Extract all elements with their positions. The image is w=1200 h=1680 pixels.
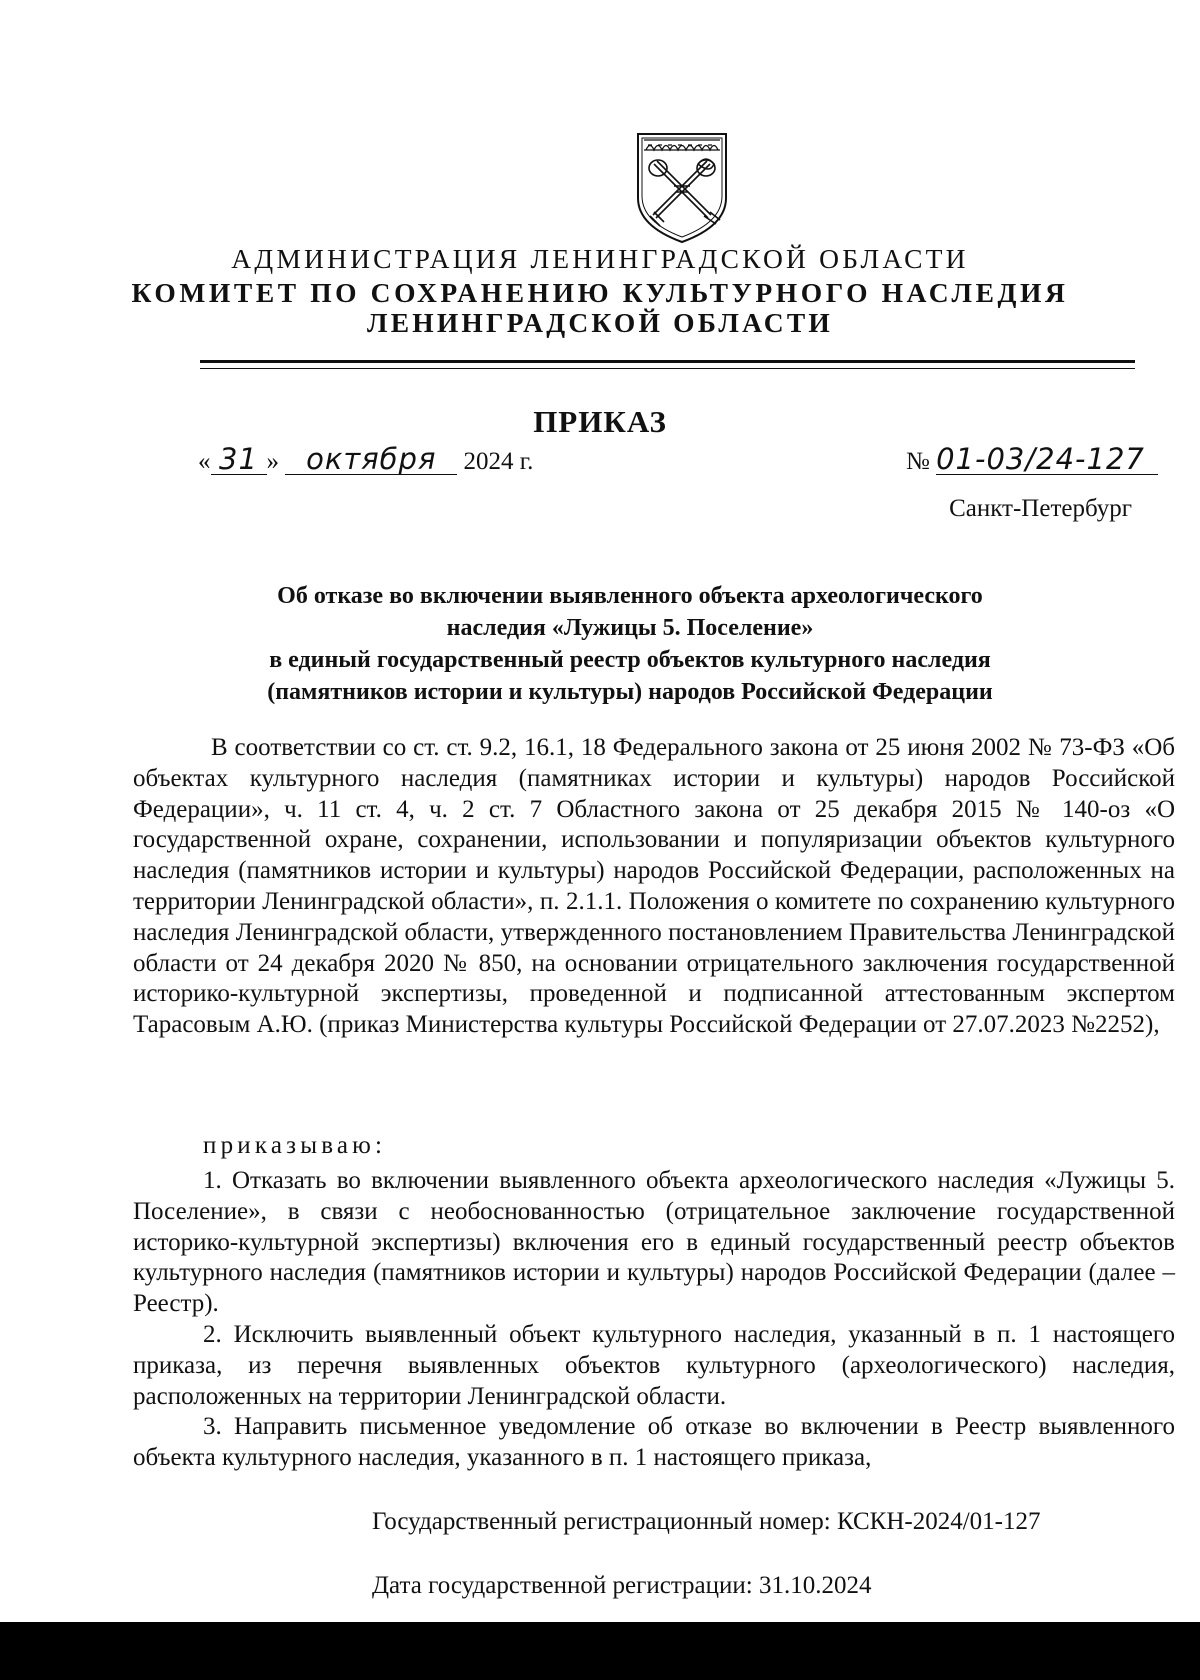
registration-date: Дата государственной регистрации: 31.10.2024 [372,1572,872,1599]
order-title [130,580,1130,708]
header-divider [200,360,1135,363]
order-item: 1. Отказать во включении выявленного объекта археологического наследия «Лужицы 5. Поселение», в связи с необоснованностью (отрицательное заключение государственной историко-культурной экспертизы) включения его в единый государственный реестр объектов культурного наследия (памятников истории и культуры) народов Российской Федерации (далее – Реестр). [133,1167,1175,1318]
header-divider-thin [200,368,1135,369]
date-year: 2024 г. [463,448,534,475]
date-day-handwritten: 31 [211,444,267,475]
order-items [133,1166,1175,1474]
order-date [198,442,533,482]
title-line: (памятников истории и культуры) народов Российской Федерации [267,679,993,705]
document-type-title: ПРИКАЗ [533,404,667,439]
city-name: Санкт-Петербург [949,495,1132,522]
title-line: в единый государственный реестр объектов культурного наследия [269,647,991,673]
coat-of-arms-emblem [634,130,730,246]
header-administration: АДМИНИСТРАЦИЯ ЛЕНИНГРАДСКОЙ ОБЛАСТИ [231,243,969,274]
preamble-paragraph: В соответствии со ст. ст. 9.2, 16.1, 18 Федерального закона от 25 июня 2002 № 73-ФЗ «Об объектах культурного наследия (памятниках истории и культуры) народов Российской Федерации», ч. 11 ст. 4, ч. 2 ст. 7 Областного закона от 25 декабря 2015 № 140-оз «О государственной охране, сохранении, использовании и популяризации объектов культурного наследия (памятников истории и культуры) народов Российской Федерации, расположенных на территории Ленинградской области», п. 2.1.1. Положения о комитете по сохранению культурного наследия Ленинградской области, утвержденного постановлением Правительства Ленинградской области от 24 декабря 2020 № 850, на основании отрицательного заключения государственной историко-культурной экспертизы, проведенной и подписанной аттестованным экспертом Тарасовым А.Ю. (приказ Министерства культуры Российской Федерации от 27.07.2023 №2252), [133,734,1175,1039]
order-word: приказываю: [203,1132,387,1159]
title-line: Об отказе во включении выявленного объекта археологического [277,583,983,609]
number-sign: № [906,448,930,475]
date-month-handwritten: октября [285,444,457,475]
date-close-quote: » [266,448,279,475]
scan-border [0,1622,1200,1680]
order-number-handwritten: 01-03/24-127 [936,444,1158,475]
date-open-quote: « [198,448,211,475]
registration-number: Государственный регистрационный номер: КСКН-2024/01-127 [372,1508,1041,1535]
preamble-block [133,733,1175,1041]
title-line: наследия «Лужицы 5. Поселение» [446,615,814,641]
header-region: ЛЕНИНГРАДСКОЙ ОБЛАСТИ [367,307,833,338]
order-item: 2. Исключить выявленный объект культурного наследия, указанный в п. 1 настоящего приказа, из перечня выявленных объектов культурного (археологического) наследия, расположенных на территории Ленинградской области. [133,1320,1175,1410]
order-item: 3. Направить письменное уведомление об отказе во включении в Реестр выявленного объекта культурного наследия, указанного в п. 1 настоящего приказа, [133,1413,1175,1472]
order-number [906,442,1158,482]
header-committee: КОМИТЕТ ПО СОХРАНЕНИЮ КУЛЬТУРНОГО НАСЛЕДИЯ [131,277,1069,308]
